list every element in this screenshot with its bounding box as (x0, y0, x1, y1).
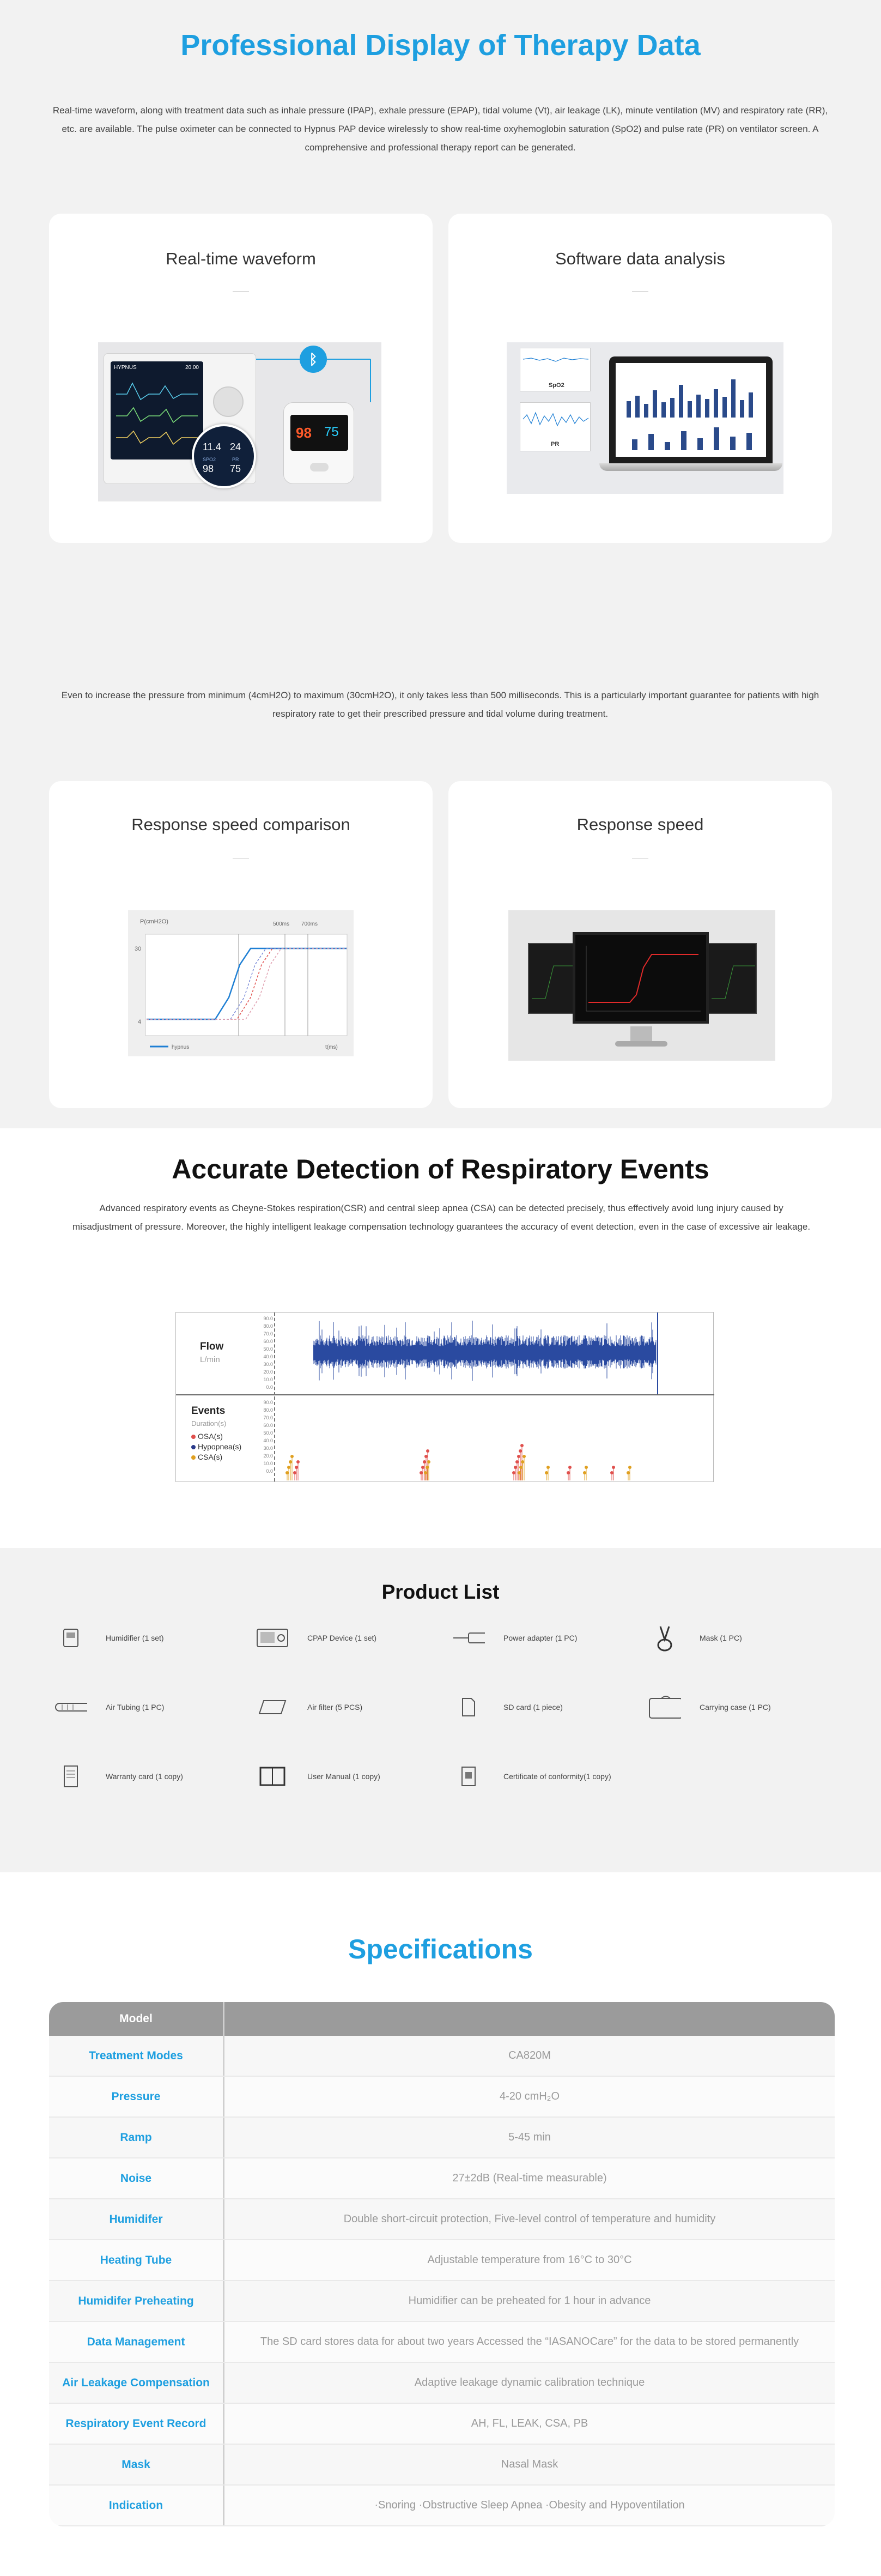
legend-csa (191, 1452, 241, 1462)
spec-row (49, 2445, 835, 2486)
chart-ytick-30: 30 (135, 946, 142, 952)
spec-row (49, 2240, 835, 2281)
response-comparison-card (49, 781, 433, 1108)
product-item (54, 1691, 164, 1724)
chart-legend-hypnus: hypnus (172, 1044, 190, 1050)
legend-hypopnea-label: Hypopnea(s) (198, 1442, 242, 1451)
carrying-case-icon (648, 1692, 681, 1722)
axis-tick: 10.0 (263, 1461, 273, 1466)
spec-rows (49, 2036, 835, 2526)
response-chart-svg (128, 910, 354, 1056)
events-title: Accurate Detection of Respiratory Events (172, 1154, 709, 1184)
axis-tick: 90.0 (263, 1316, 273, 1321)
warranty-card-icon (54, 1762, 87, 1791)
product-label: User Manual (1 copy) (307, 1772, 380, 1781)
flow-label: Flow (200, 1341, 224, 1352)
chart-annotation-500: 500ms (273, 921, 290, 927)
side-screen-left (528, 943, 577, 1014)
pr-label: PR (551, 441, 560, 448)
zoom-v4: 75 (230, 463, 241, 474)
events-chart (175, 1312, 714, 1482)
zoom-v3: 98 (203, 463, 214, 474)
events-axis (253, 1399, 273, 1477)
monitor-stand (630, 1026, 652, 1043)
product-label: Carrying case (1 PC) (700, 1703, 771, 1712)
spec-value: Nasal Mask (501, 2458, 558, 2470)
axis-tick: 0.0 (266, 1468, 273, 1474)
product-label: Warranty card (1 copy) (106, 1772, 183, 1781)
zoom-v1: 11.4 (203, 442, 221, 452)
spec-row (49, 2036, 835, 2077)
axis-tick: 70.0 (263, 1331, 273, 1337)
spec-value: Adaptive leakage dynamic calibration technique (414, 2377, 645, 2388)
product-item (256, 1691, 362, 1724)
product-label: CPAP Device (1 set) (307, 1634, 377, 1642)
screen-brand: HYPNUS (114, 365, 137, 371)
spec-value: 5-45 min (508, 2131, 551, 2143)
therapy-title: Professional Display of Therapy Data (180, 29, 701, 62)
axis-tick: 40.0 (263, 1354, 273, 1359)
legend-osa-label: OSA(s) (198, 1432, 223, 1441)
axis-tick: 60.0 (263, 1423, 273, 1428)
axis-tick: 60.0 (263, 1339, 273, 1344)
spo2-chart (520, 348, 591, 391)
chart-xlabel: t(ms) (325, 1044, 338, 1050)
axis-tick: 10.0 (263, 1377, 273, 1382)
divider (632, 858, 648, 859)
spec-label: Heating Tube (49, 2240, 224, 2280)
realtime-waveform-card (49, 214, 433, 543)
divider (233, 858, 249, 859)
specs-title: Specifications (348, 1934, 533, 1964)
product-label: SD card (1 piece) (503, 1703, 563, 1712)
oximeter-spo2: 98 (296, 425, 312, 441)
flow-unit: L/min (200, 1355, 220, 1364)
events-description: Advanced respiratory events as Cheyne-Stokes respiration(CSR) and central sleep apnea (CSA) can be detected precisely, thus effectively avoid lung injury caused by misadjustment of pressure. Moreover, the highly intelligent leakage compensation technology guarantees the accuracy of event detection, even in the case of excessive air leakage. (72, 1203, 811, 1232)
product-section (0, 1548, 881, 1872)
spec-label: Humidifer (49, 2199, 224, 2239)
product-item (256, 1760, 380, 1793)
card-title: Real-time waveform (166, 249, 316, 268)
spec-row (49, 2322, 835, 2363)
legend-osa (191, 1431, 241, 1442)
monitor-screen (573, 932, 709, 1024)
spec-value: 27±2dB (Real-time measurable) (452, 2172, 607, 2184)
axis-tick: 80.0 (263, 1323, 273, 1329)
events-label: Events (191, 1405, 226, 1417)
laptop (609, 356, 773, 463)
spec-label: Humidifer Preheating (49, 2281, 224, 2321)
chart-ytick-4: 4 (138, 1019, 142, 1025)
axis-tick: 20.0 (263, 1369, 273, 1375)
product-item (648, 1691, 771, 1724)
humidifier-icon (54, 1623, 87, 1653)
power-adapter-icon (452, 1623, 485, 1653)
spec-row (49, 2077, 835, 2118)
flow-axis-line (274, 1313, 275, 1395)
oximeter-button (310, 463, 329, 471)
response-speed-card (448, 781, 832, 1108)
product-item (54, 1622, 164, 1654)
card-title: Response speed (576, 815, 704, 834)
product-label: Mask (1 PC) (700, 1634, 742, 1642)
zoom-pr-label: PR (232, 457, 239, 462)
axis-tick: 0.0 (266, 1384, 273, 1390)
axis-tick: 50.0 (263, 1346, 273, 1352)
product-item (452, 1691, 563, 1724)
events-panel (176, 1396, 714, 1481)
air-filter-icon (256, 1692, 289, 1722)
side-screen-right (708, 943, 757, 1014)
spec-value: ·Snoring ·Obstructive Sleep Apnea ·Obesity and Hypoventilation (374, 2499, 685, 2511)
flow-signal (313, 1321, 656, 1381)
spec-label: Treatment Modes (49, 2036, 224, 2076)
software-analysis-card (448, 214, 832, 543)
product-label: Air Tubing (1 PC) (106, 1703, 165, 1712)
spec-header-label: Model (49, 2002, 224, 2036)
flow-panel (176, 1313, 714, 1395)
product-label: Power adapter (1 PC) (503, 1634, 578, 1642)
product-item (452, 1622, 577, 1654)
spo2-label: SpO2 (549, 382, 564, 389)
product-label: Certificate of conformity(1 copy) (503, 1772, 611, 1781)
flow-end-line (657, 1313, 658, 1394)
spec-row (49, 2404, 835, 2445)
spec-label: Indication (49, 2486, 224, 2525)
pressure-section (0, 583, 881, 1128)
axis-tick: 30.0 (263, 1362, 273, 1367)
axis-tick: 70.0 (263, 1415, 273, 1420)
pr-chart (520, 402, 591, 451)
legend-hypopnea (191, 1442, 241, 1452)
laptop-base (599, 463, 782, 471)
axis-tick: 80.0 (263, 1407, 273, 1413)
divider (233, 291, 249, 292)
divider (632, 291, 648, 292)
card-title: Response speed comparison (131, 815, 350, 834)
spec-label: Ramp (49, 2118, 224, 2157)
monitor-image (508, 910, 775, 1061)
pulse-oximeter (283, 402, 354, 484)
product-item (256, 1622, 376, 1654)
legend-csa-label: CSA(s) (198, 1453, 223, 1461)
spec-row (49, 2363, 835, 2404)
spec-label: Mask (49, 2445, 224, 2484)
software-report-image (507, 342, 783, 494)
spec-value: Double short-circuit protection, Five-level control of temperature and humidity (343, 2213, 716, 2225)
product-item (648, 1622, 742, 1654)
axis-tick: 40.0 (263, 1438, 273, 1443)
product-item (54, 1760, 183, 1793)
oximeter-pr: 75 (324, 425, 339, 439)
therapy-description: Real-time waveform, along with treatment data such as inhale pressure (IPAP), exhale pressure (EPAP), tidal volume (Vt), air leakage (LK), minute ventilation (MV) and respiratory rate (RR), etc. are available. The pulse oximeter can be connected to Hypnus PAP device wirelessly to show real-time oxyhemoglobin saturation (SpO2) and pulse rate (PR) on ventilator screen. A comprehensive and professional therapy report can be generated. (52, 105, 828, 153)
spec-label: Air Leakage Compensation (49, 2363, 224, 2403)
card-title: Software data analysis (555, 249, 725, 268)
flow-waveform (313, 1313, 662, 1394)
events-section (0, 1128, 881, 1548)
axis-tick: 30.0 (263, 1446, 273, 1451)
events-legend (191, 1431, 241, 1462)
spec-row (49, 2158, 835, 2199)
product-label: Humidifier (1 set) (106, 1634, 164, 1642)
axis-tick: 50.0 (263, 1430, 273, 1436)
product-item (452, 1760, 611, 1793)
events-markers (280, 1396, 704, 1481)
air-tubing-icon (54, 1692, 87, 1722)
spec-row (49, 2118, 835, 2158)
chart-annotation-700: 700ms (301, 921, 318, 927)
spec-header-value (224, 2002, 835, 2036)
spec-row (49, 2486, 835, 2526)
spec-value: AH, FL, LEAK, CSA, PB (471, 2417, 588, 2429)
pressure-description: Even to increase the pressure from minimum (4cmH2O) to maximum (30cmH2O), it only takes less than 500 milliseconds. This is a particularly important guarantee for patients with high respiratory rate to get their prescribed pressure and tidal volume during treatment. (61, 690, 819, 719)
spec-value: 4-20 cmH₂O (499, 2090, 560, 2102)
spec-label: Pressure (49, 2077, 224, 2117)
events-axis-line (274, 1396, 275, 1481)
spec-label: Data Management (49, 2322, 224, 2362)
zoom-v2: 24 (230, 442, 241, 452)
spec-value: Humidifier can be preheated for 1 hour in advance (408, 2295, 651, 2307)
laptop-bar-chart (616, 363, 766, 457)
product-label: Air filter (5 PCS) (307, 1703, 363, 1712)
response-chart (128, 910, 354, 1056)
sd-card-icon (452, 1692, 485, 1722)
user-manual-icon (256, 1762, 289, 1791)
zoom-spo2-label: SPO2 (203, 457, 216, 462)
spec-value: CA820M (508, 2049, 551, 2061)
spec-row (49, 2281, 835, 2322)
spec-label: Respiratory Event Record (49, 2404, 224, 2444)
screen-value: 20.00 (185, 365, 199, 371)
spec-header (49, 2002, 835, 2036)
spec-label: Noise (49, 2158, 224, 2198)
monitor-foot (615, 1041, 667, 1047)
product-list-title: Product List (381, 1581, 500, 1603)
bluetooth-icon: ᛒ (300, 346, 327, 373)
cpap-device-icon (256, 1623, 289, 1653)
axis-tick: 20.0 (263, 1453, 273, 1459)
spec-value: Adjustable temperature from 16°C to 30°C (427, 2254, 632, 2266)
device-with-oximeter-image (98, 342, 381, 501)
spec-table (49, 2002, 835, 2526)
certificate-icon (452, 1762, 485, 1791)
axis-tick: 90.0 (263, 1400, 273, 1405)
spec-row (49, 2199, 835, 2240)
therapy-section (0, 0, 881, 583)
chart-ylabel: P(cmH2O) (140, 918, 168, 925)
flow-axis (253, 1315, 273, 1393)
events-unit: Duration(s) (191, 1419, 227, 1428)
mask-icon (648, 1623, 681, 1653)
specs-section (0, 1872, 881, 2576)
spec-value: The SD card stores data for about two years Accessed the “IASANOCare” for the data to be stored permanently (260, 2336, 799, 2348)
